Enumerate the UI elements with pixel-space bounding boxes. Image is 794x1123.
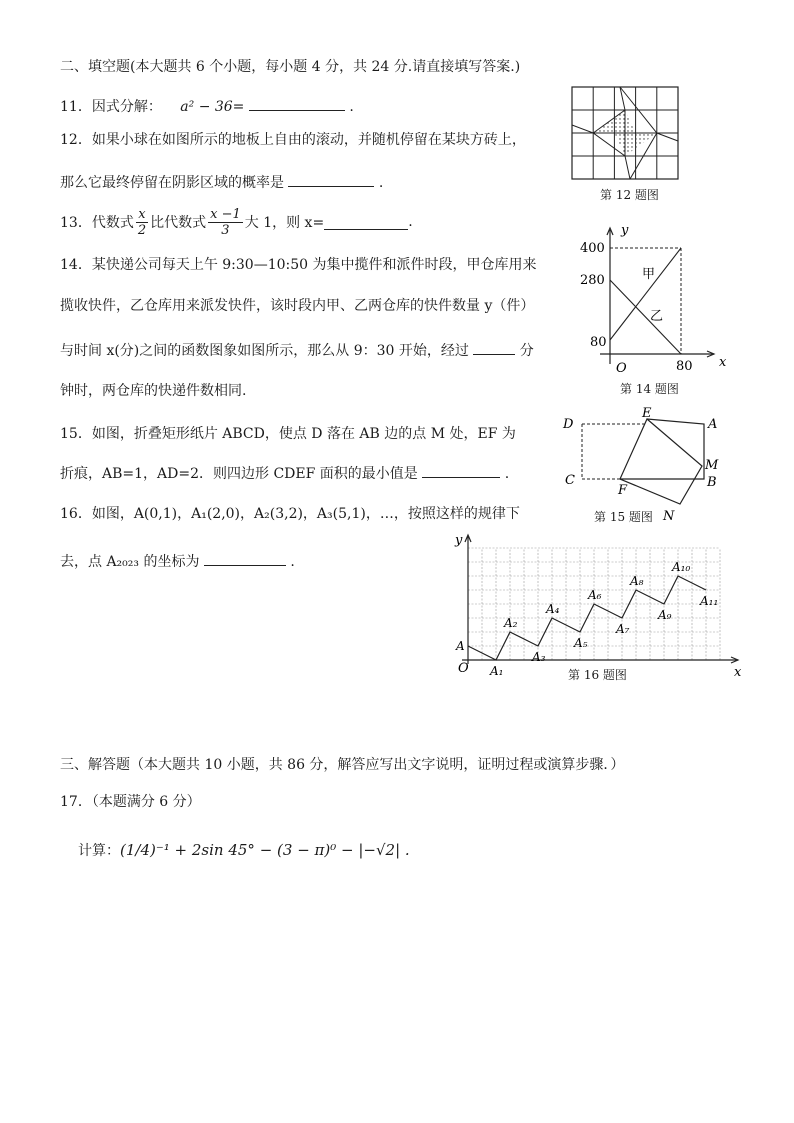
q16-point-label: A₂	[504, 616, 518, 630]
q12-answer-blank[interactable]	[288, 172, 374, 187]
q14-line-jia	[610, 248, 681, 340]
q17-title: 17．（本题满分 6 分）	[60, 794, 201, 810]
q16-point-label: A₁₁	[700, 594, 719, 608]
question-15-line2	[60, 463, 509, 483]
q16-point-label: A₁₀	[672, 560, 691, 574]
q15-label-D: D	[563, 417, 574, 432]
q13-answer-blank[interactable]	[324, 215, 408, 230]
question-14-line2	[60, 297, 534, 315]
q14-x-label: x	[719, 355, 727, 370]
q14-line4: 钟时，两仓库的快递件数相同.	[60, 383, 247, 399]
q15-label-B: B	[707, 475, 717, 490]
q14-xtick-80: 80	[676, 359, 693, 374]
q16-point-label: A₈	[630, 574, 644, 588]
q15-label-C: C	[565, 473, 575, 488]
q12-line2: 那么它最终停留在阴影区域的概率是	[60, 175, 284, 191]
question-13	[60, 204, 413, 240]
q13-suffix: 大 1，则 x=	[244, 215, 325, 231]
question-11	[60, 96, 354, 116]
q16-line1: 16．如图，A(0,1)，A₁(2,0)，A₂(3,2)，A₃(5,1)，…，按照这样的规律下	[60, 506, 520, 522]
q11-answer-blank[interactable]	[249, 96, 345, 111]
question-16-line2	[60, 551, 295, 571]
question-14-line1	[60, 256, 537, 274]
question-14-line4	[60, 382, 246, 400]
q14-ytick-280: 280	[580, 273, 605, 288]
q16-origin: O	[458, 661, 469, 676]
q13-frac2-numerator: x −1	[210, 206, 241, 222]
section-3-heading	[60, 756, 624, 774]
q11-expr: a² − 36=	[180, 99, 245, 115]
q12-line1: 12．如果小球在如图所示的地板上自由的滚动，并随机停留在某块方砖上，	[60, 132, 526, 148]
q16-end: .	[290, 554, 295, 570]
q14-caption: 第 14 题图	[620, 382, 679, 396]
q16-y-label: y	[455, 533, 463, 548]
q15-label-N: N	[663, 509, 675, 524]
q14-origin: O	[616, 361, 627, 376]
q16-point-label: A₆	[588, 588, 602, 602]
q16-point-label: A₉	[658, 608, 672, 622]
q15-answer-blank[interactable]	[422, 463, 500, 478]
q16-caption: 第 16 题图	[568, 668, 627, 682]
q12-end: .	[378, 175, 384, 191]
q14-answer-blank[interactable]	[473, 340, 515, 355]
q13-fraction-1	[136, 207, 148, 238]
q14-ytick-400: 400	[580, 241, 605, 256]
q16-point-label: A₇	[616, 622, 630, 636]
question-12-line1	[60, 131, 526, 149]
q12-figure	[570, 85, 680, 181]
q15-end: .	[504, 466, 510, 482]
question-16-line1	[60, 505, 520, 523]
q15-line1: 15．如图，折叠矩形纸片 ABCD，使点 D 落在 AB 边的点 M 处，EF 为	[60, 426, 516, 442]
section-2-heading-text: 二、填空题(本大题共 6 个小题，每小题 4 分，共 24 分.请直接填写答案.)	[60, 59, 521, 75]
q14-label-yi: 乙	[650, 309, 664, 324]
q11-end: .	[349, 99, 354, 115]
question-15-line1	[60, 425, 516, 443]
question-14-line3	[60, 340, 534, 360]
q14-y-label: y	[621, 223, 629, 238]
section-3-heading-text: 三、解答题（本大题共 10 小题，共 86 分，解答应写出文字说明，证明过程或演算步骤．）	[60, 757, 625, 773]
q16-point-label: A₄	[546, 602, 560, 616]
q11-text: 11．因式分解：	[60, 99, 162, 115]
q13-frac1-numerator: x	[136, 207, 148, 223]
q16-answer-blank[interactable]	[204, 551, 286, 566]
q13-end: .	[408, 214, 413, 230]
q13-mid: 比代数式	[150, 215, 207, 231]
q15-label-F: F	[618, 483, 628, 498]
q14-line-yi	[610, 280, 681, 354]
q15-label-A: A	[708, 417, 718, 432]
q16-line2: 去，点 A₂₀₂₃ 的坐标为	[60, 554, 200, 570]
q14-graph	[578, 222, 728, 378]
q13-frac1-denominator: 2	[137, 222, 147, 238]
q14-ytick-80: 80	[590, 335, 607, 350]
q12-caption: 第 12 题图	[600, 188, 659, 202]
q16-figure	[448, 530, 748, 688]
q14-label-jia: 甲	[642, 267, 656, 282]
q15-line2: 折痕，AB=1，AD=2．则四边形 CDEF 面积的最小值是	[60, 466, 418, 482]
q15-label-E: E	[642, 406, 652, 421]
q14-line1: 14．某快递公司每天上午 9:30—10:50 为集中揽件和派件时段，甲仓库用来	[60, 257, 537, 273]
q16-point-label: A₅	[574, 636, 588, 650]
q16-point-label: A	[456, 639, 465, 653]
section-2-heading	[60, 58, 520, 76]
q15-label-M: M	[705, 458, 719, 473]
question-17-title	[60, 793, 201, 811]
q13-prefix: 13．代数式	[60, 215, 134, 231]
q16-point-label: A₃	[532, 650, 546, 664]
q14-line3-end: 分	[519, 343, 534, 359]
question-17-expression	[78, 830, 410, 870]
q17-expr: (1/4)⁻¹ + 2sin 45° − (3 − π)⁰ − |−√2| .	[120, 841, 410, 859]
q14-line2: 揽收快件，乙仓库用来派发快件，该时段内甲、乙两仓库的快件数量 y（件）	[60, 298, 535, 314]
question-12-line2	[60, 172, 383, 192]
q13-frac2-denominator: 3	[221, 222, 230, 238]
q14-line3: 与时间 x(分)之间的函数图象如图所示，那么从 9：30 开始，经过	[60, 343, 469, 359]
q16-x-label: x	[734, 665, 742, 680]
q15-caption: 第 15 题图	[594, 510, 653, 524]
q13-fraction-2	[208, 207, 243, 238]
q16-point-label: A₁	[490, 664, 504, 678]
q17-prefix: 计算：	[78, 843, 120, 859]
q15-figure	[560, 404, 730, 524]
